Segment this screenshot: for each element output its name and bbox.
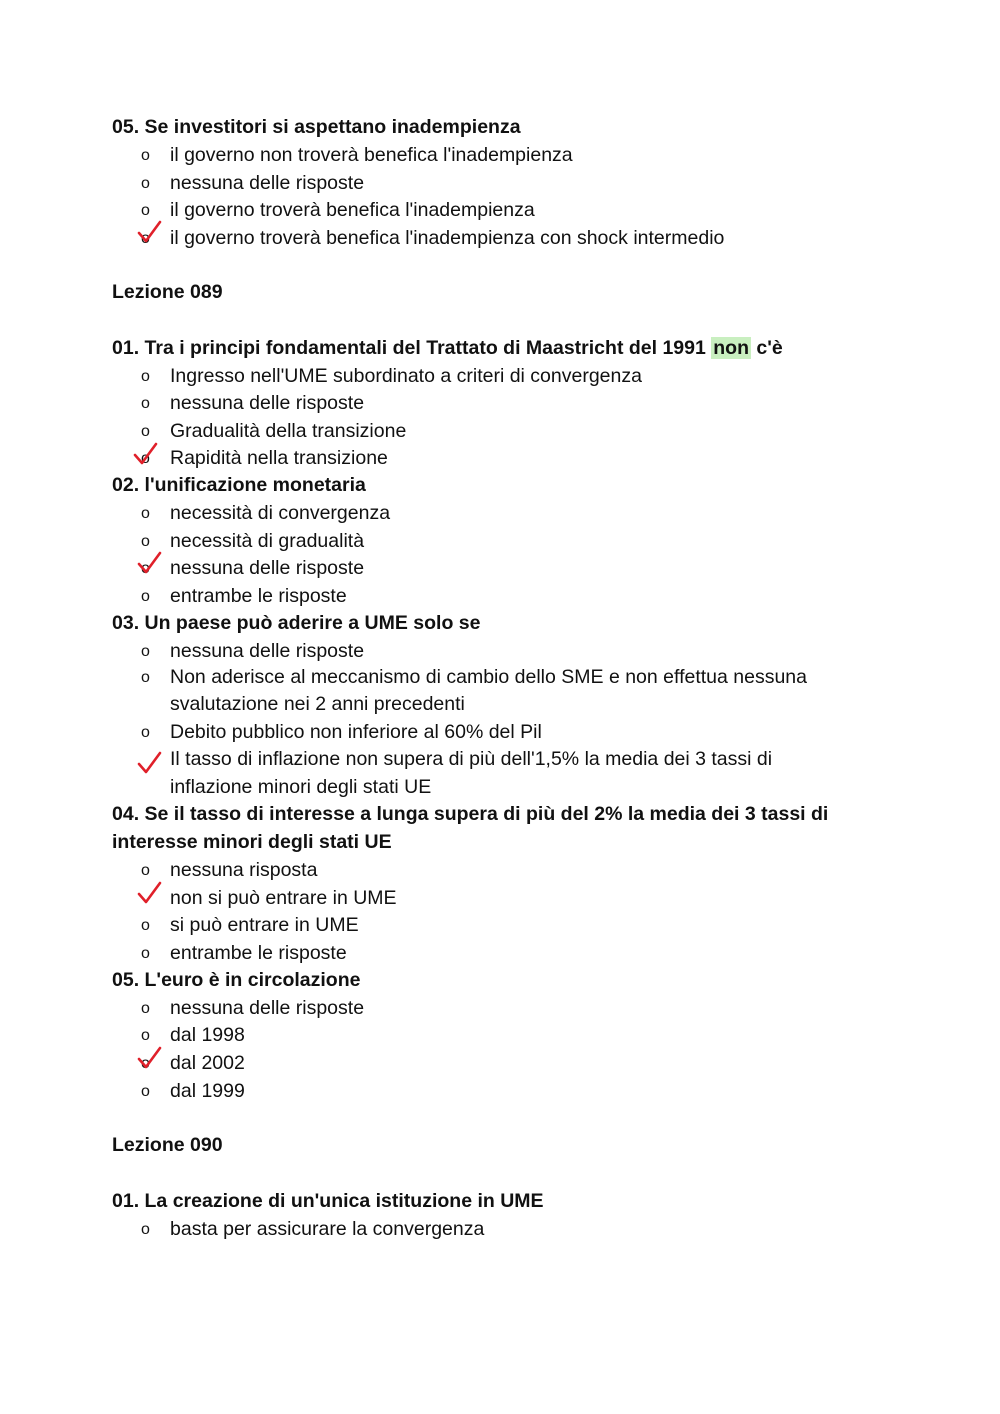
answer-option: il governo troverà benefica l'inadempienza [170,199,535,221]
question-title [112,335,783,362]
option-bullet: o [141,669,150,686]
answer-option: necessità di convergenza [170,502,391,524]
answer-option-correct: non si può entrare in UME [170,887,397,909]
option-bullet: o [141,175,150,192]
answer-option: basta per assicurare la convergenza [170,1218,485,1240]
option-bullet: o [141,945,150,962]
answer-option: entrambe le risposte [170,585,347,607]
highlighted-word: non [713,337,749,359]
option-bullet: o [141,1055,150,1072]
question-title: 02. l'unificazione monetaria [112,474,366,496]
question-text: c'è [756,337,783,359]
check-mark-icon [136,1045,164,1071]
question-text: 01. Tra i principi fondamentali del Trattato di Maastricht del 1991 [112,337,706,359]
answer-option: Gradualità della transizione [170,420,407,442]
option-bullet: o [141,1000,150,1017]
answer-option: entrambe le risposte [170,942,347,964]
option-bullet: o [141,423,150,440]
answer-option: nessuna delle risposte [170,640,365,662]
option-bullet: o [141,560,150,577]
check-mark-icon [136,550,164,576]
answer-option-continuation: svalutazione nei 2 anni precedenti [170,693,465,715]
answer-option-correct: nessuna delle risposte [170,557,365,579]
answer-option-correct: Il tasso di inflazione non supera di più dell'1,5% la media dei 3 tassi di [170,748,773,770]
question-title: 05. Se investitori si aspettano inadempienza [112,116,521,138]
answer-option-correct: il governo troverà benefica l'inadempienza con shock intermedio [170,227,725,249]
answer-option-continuation: inflazione minori degli stati UE [170,776,432,798]
question-title: 04. Se il tasso di interesse a lunga supera di più del 2% la media dei 3 tassi di [112,803,829,825]
check-mark-icon [136,750,164,776]
answer-option: nessuna delle risposte [170,997,365,1019]
answer-option-correct: Rapidità nella transizione [170,447,388,469]
option-bullet: o [141,1221,150,1238]
check-mark-icon [132,441,160,467]
answer-option: Non aderisce al meccanismo di cambio dello SME e non effettua nessuna [170,666,807,688]
question-title: 05. L'euro è in circolazione [112,969,361,991]
answer-option: il governo non troverà benefica l'inadempienza [170,144,573,166]
option-bullet: o [141,862,150,879]
answer-option: nessuna delle risposte [170,172,365,194]
option-bullet: o [141,147,150,164]
option-bullet: o [141,1083,150,1100]
option-bullet: o [141,202,150,219]
answer-option: dal 1998 [170,1024,245,1046]
question-title-continuation: interesse minori degli stati UE [112,831,392,853]
option-bullet: o [141,230,150,247]
option-bullet: o [141,395,150,412]
option-bullet: o [141,643,150,660]
answer-option: nessuna risposta [170,859,318,881]
answer-option: si può entrare in UME [170,914,359,936]
option-bullet: o [141,368,150,385]
option-bullet: o [141,450,150,467]
answer-option: Debito pubblico non inferiore al 60% del Pil [170,721,542,743]
option-bullet: o [141,1027,150,1044]
answer-option: necessità di gradualità [170,530,365,552]
option-bullet: o [141,917,150,934]
option-bullet: o [141,533,150,550]
question-title: 03. Un paese può aderire a UME solo se [112,612,481,634]
option-bullet: o [141,588,150,605]
option-bullet: o [141,505,150,522]
answer-option-correct: dal 2002 [170,1052,245,1074]
answer-option: dal 1999 [170,1080,245,1102]
answer-option: nessuna delle risposte [170,392,365,414]
lesson-heading: Lezione 089 [112,281,223,303]
question-title: 01. La creazione di un'unica istituzione in UME [112,1190,544,1212]
answer-option: Ingresso nell'UME subordinato a criteri di convergenza [170,365,642,387]
check-mark-icon [136,219,164,245]
option-bullet: o [141,724,150,741]
lesson-heading: Lezione 090 [112,1134,223,1156]
check-mark-icon [136,880,164,906]
